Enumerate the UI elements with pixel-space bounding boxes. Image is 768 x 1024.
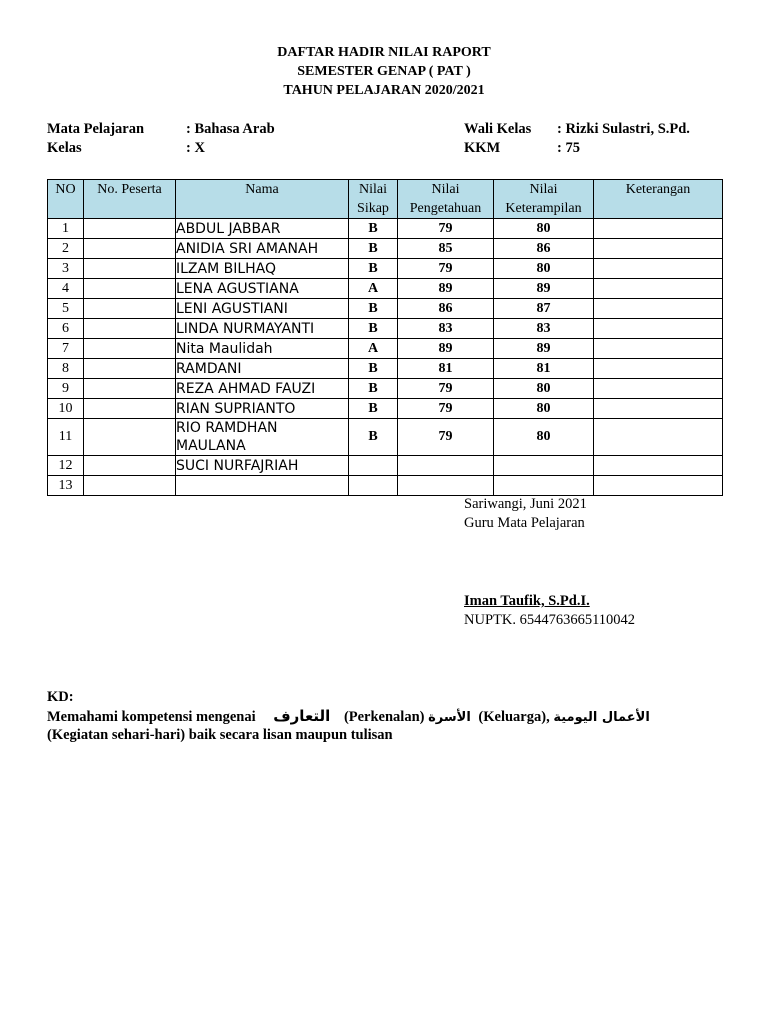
header-nilai-keterampilan-line2: Keterampilan <box>505 201 582 216</box>
cell-nilai-pengetahuan <box>398 476 494 496</box>
document-title: DAFTAR HADIR NILAI RAPORT <box>277 45 491 60</box>
table-row <box>48 339 723 359</box>
cell-nilai-pengetahuan: 79 <box>398 379 494 399</box>
table-row <box>48 399 723 419</box>
header-nilai-sikap-line2: Sikap <box>357 201 389 216</box>
cell-no-peserta <box>84 379 176 399</box>
header-nilai-pengetahuan-line1: Nilai <box>431 182 460 197</box>
cell-nilai-keterampilan: 86 <box>494 239 594 259</box>
cell-no: 11 <box>48 419 84 456</box>
cell-keterangan <box>594 399 723 419</box>
signature-role: Guru Mata Pelajaran <box>464 515 585 531</box>
kd-statement-line1 <box>47 707 650 727</box>
cell-nama: Nita Maulidah <box>176 339 349 359</box>
kd-latin-keluarga: (Keluarga), <box>478 709 550 725</box>
cell-nilai-pengetahuan: 79 <box>398 259 494 279</box>
cell-no-peserta <box>84 399 176 419</box>
cell-no-peserta <box>84 476 176 496</box>
signature-place-date: Sariwangi, Juni 2021 <box>464 496 587 512</box>
signature-nuptk: NUPTK. 6544763665110042 <box>464 612 636 628</box>
header-nama: Nama <box>176 180 349 219</box>
cell-nilai-keterampilan <box>494 476 594 496</box>
cell-keterangan <box>594 476 723 496</box>
cell-nilai-sikap: B <box>349 219 398 239</box>
document-subtitle-year: TAHUN PELAJARAN 2020/2021 <box>283 83 485 98</box>
signature-name: Iman Taufik, S.Pd.I. <box>464 593 590 609</box>
kd-arabic-usrah: الأسرة <box>428 710 471 725</box>
cell-nilai-sikap: B <box>349 319 398 339</box>
cell-nilai-sikap: B <box>349 379 398 399</box>
kd-prefix: Memahami kompetensi mengenai <box>47 709 256 725</box>
cell-nilai-keterampilan: 80 <box>494 219 594 239</box>
cell-nilai-keterampilan: 80 <box>494 379 594 399</box>
cell-nama: LINDA NURMAYANTI <box>176 319 349 339</box>
cell-nilai-sikap: B <box>349 259 398 279</box>
cell-keterangan <box>594 419 723 456</box>
cell-keterangan <box>594 359 723 379</box>
header-no: NO <box>48 180 84 219</box>
cell-nilai-pengetahuan: 85 <box>398 239 494 259</box>
table-row <box>48 259 723 279</box>
cell-no-peserta <box>84 339 176 359</box>
cell-nilai-keterampilan: 80 <box>494 399 594 419</box>
table-row <box>48 299 723 319</box>
cell-keterangan <box>594 259 723 279</box>
cell-nilai-sikap <box>349 476 398 496</box>
cell-nilai-pengetahuan: 83 <box>398 319 494 339</box>
kd-latin-perkenalan: (Perkenalan) <box>343 709 425 725</box>
cell-keterangan <box>594 319 723 339</box>
cell-keterangan <box>594 456 723 476</box>
header-nilai-keterampilan <box>494 180 594 219</box>
cell-nama: LENI AGUSTIANI <box>176 299 349 319</box>
kkm-label: KKM <box>464 140 501 156</box>
cell-nilai-sikap: B <box>349 359 398 379</box>
cell-nilai-pengetahuan: 79 <box>398 399 494 419</box>
cell-nilai-pengetahuan: 86 <box>398 299 494 319</box>
cell-nilai-sikap: B <box>349 419 398 456</box>
cell-nama <box>176 476 349 496</box>
table-row <box>48 219 723 239</box>
cell-nilai-keterampilan: 89 <box>494 339 594 359</box>
table-row <box>48 476 723 496</box>
cell-no: 9 <box>48 379 84 399</box>
cell-keterangan <box>594 379 723 399</box>
cell-nilai-sikap: B <box>349 239 398 259</box>
table-header-row <box>48 180 723 219</box>
cell-nilai-keterampilan: 83 <box>494 319 594 339</box>
cell-keterangan <box>594 299 723 319</box>
cell-no-peserta <box>84 299 176 319</box>
cell-nilai-keterampilan: 80 <box>494 419 594 456</box>
wali-kelas-label: Wali Kelas <box>464 121 532 137</box>
cell-no: 2 <box>48 239 84 259</box>
cell-nilai-sikap: B <box>349 299 398 319</box>
cell-nilai-sikap: A <box>349 339 398 359</box>
cell-nilai-pengetahuan: 89 <box>398 279 494 299</box>
cell-nilai-pengetahuan: 79 <box>398 419 494 456</box>
cell-nilai-keterampilan: 80 <box>494 259 594 279</box>
kd-statement-line2: (Kegiatan sehari-hari) baik secara lisan maupun tulisan <box>47 727 393 743</box>
grades-table <box>47 179 723 496</box>
header-keterangan: Keterangan <box>594 180 723 219</box>
kelas-value: : X <box>186 140 205 156</box>
cell-no: 13 <box>48 476 84 496</box>
header-nilai-sikap <box>349 180 398 219</box>
cell-keterangan <box>594 279 723 299</box>
kd-arabic-taaruf: التعارف <box>273 707 331 725</box>
kd-arabic-amal: الأعمال اليومية <box>553 710 650 725</box>
kelas-label: Kelas <box>47 140 82 156</box>
kkm-value: : 75 <box>557 140 580 156</box>
cell-no: 7 <box>48 339 84 359</box>
cell-no: 8 <box>48 359 84 379</box>
cell-no: 3 <box>48 259 84 279</box>
cell-nama: SUCI NURFAJRIAH <box>176 456 349 476</box>
cell-nilai-sikap: A <box>349 279 398 299</box>
header-no-peserta: No. Peserta <box>84 180 176 219</box>
cell-no-peserta <box>84 456 176 476</box>
kd-label: KD: <box>47 689 74 705</box>
table-row <box>48 279 723 299</box>
cell-no-peserta <box>84 279 176 299</box>
cell-nilai-sikap: B <box>349 399 398 419</box>
cell-keterangan <box>594 239 723 259</box>
cell-nama: ABDUL JABBAR <box>176 219 349 239</box>
cell-nilai-pengetahuan: 79 <box>398 219 494 239</box>
cell-nilai-keterampilan: 89 <box>494 279 594 299</box>
header-nilai-keterampilan-line1: Nilai <box>529 182 558 197</box>
cell-nilai-pengetahuan <box>398 456 494 476</box>
cell-nilai-pengetahuan: 89 <box>398 339 494 359</box>
cell-no-peserta <box>84 359 176 379</box>
table-row <box>48 359 723 379</box>
cell-no: 1 <box>48 219 84 239</box>
cell-nilai-keterampilan: 87 <box>494 299 594 319</box>
cell-no-peserta <box>84 319 176 339</box>
cell-no-peserta <box>84 259 176 279</box>
cell-nilai-pengetahuan: 81 <box>398 359 494 379</box>
table-row <box>48 239 723 259</box>
header-nilai-pengetahuan <box>398 180 494 219</box>
cell-no: 6 <box>48 319 84 339</box>
cell-no-peserta <box>84 239 176 259</box>
cell-keterangan <box>594 219 723 239</box>
cell-nama: REZA AHMAD FAUZI <box>176 379 349 399</box>
cell-nama: LENA AGUSTIANA <box>176 279 349 299</box>
cell-no-peserta <box>84 419 176 456</box>
cell-nama: RIAN SUPRIANTO <box>176 399 349 419</box>
cell-nama: RAMDANI <box>176 359 349 379</box>
cell-no: 10 <box>48 399 84 419</box>
cell-no-peserta <box>84 219 176 239</box>
cell-nilai-sikap <box>349 456 398 476</box>
table-row <box>48 379 723 399</box>
table-row <box>48 419 723 456</box>
header-nilai-pengetahuan-line2: Pengetahuan <box>409 201 482 216</box>
mapel-label: Mata Pelajaran <box>47 121 145 137</box>
cell-nama: ANIDIA SRI AMANAH <box>176 239 349 259</box>
cell-keterangan <box>594 339 723 359</box>
document-subtitle-semester: SEMESTER GENAP ( PAT ) <box>297 64 471 79</box>
table-row <box>48 319 723 339</box>
cell-nilai-keterampilan: 81 <box>494 359 594 379</box>
cell-no: 5 <box>48 299 84 319</box>
cell-nilai-keterampilan <box>494 456 594 476</box>
cell-nama: ILZAM BILHAQ <box>176 259 349 279</box>
cell-no: 12 <box>48 456 84 476</box>
wali-kelas-value: : Rizki Sulastri, S.Pd. <box>557 121 690 137</box>
header-nilai-sikap-line1: Nilai <box>359 182 387 197</box>
cell-no: 4 <box>48 279 84 299</box>
mapel-value: : Bahasa Arab <box>186 121 275 137</box>
cell-nama: RIO RAMDHAN MAULANA <box>176 419 349 456</box>
table-row <box>48 456 723 476</box>
